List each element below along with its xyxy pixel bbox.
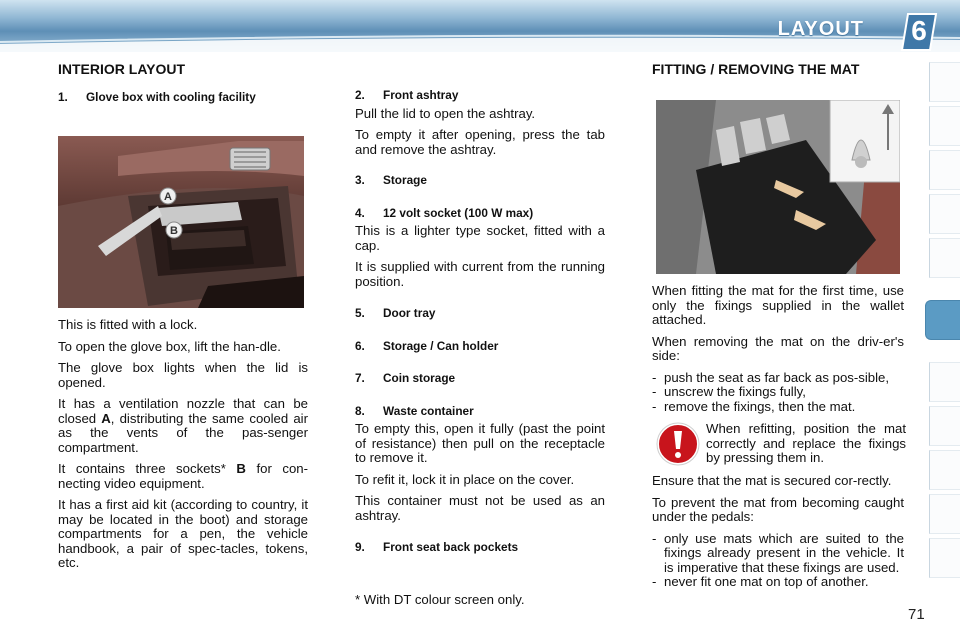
page-header xyxy=(0,0,960,52)
chapter-badge xyxy=(900,12,938,52)
chapter-tab[interactable] xyxy=(929,406,960,446)
paragraph: The glove box lights when the lid is opened. xyxy=(58,360,308,390)
chapter-tab[interactable] xyxy=(929,150,960,190)
chapter-tab[interactable] xyxy=(929,450,960,490)
paragraph: This is a lighter type socket, fitted with a cap. xyxy=(355,223,605,253)
paragraph: When fitting the mat for the first time, use only the fixings supplied in the wallet attached. xyxy=(652,283,904,327)
list-item: - never fit one mat on top of another. xyxy=(652,575,904,590)
list-item: - remove the fixings, then the mat. xyxy=(652,400,904,415)
chapter-tab[interactable] xyxy=(929,194,960,234)
paragraph: To refit it, lock it in place on the cover. xyxy=(355,471,575,487)
warning-note xyxy=(652,420,904,470)
paragraph: It has a ventilation nozzle that can be closed A, distributing the same cooled air as the vents of the pas-senger compartment. xyxy=(58,396,308,455)
paragraph: To open the glove box, lift the han-dle. xyxy=(58,338,281,354)
chapter-tab[interactable] xyxy=(929,62,960,102)
middle-column xyxy=(355,88,605,559)
list-item: - push the seat as far back as pos-sible, xyxy=(652,371,904,386)
chapter-tab[interactable] xyxy=(929,538,960,578)
chapter-tab[interactable] xyxy=(929,106,960,146)
chapter-tab[interactable] xyxy=(929,494,960,534)
paragraph: When removing the mat on the driv-er's side: xyxy=(652,333,904,363)
chapter-tab[interactable] xyxy=(929,238,960,278)
footnote: * With DT colour screen only. xyxy=(355,592,525,607)
paragraph: It contains three sockets* B for con-necting video equipment. xyxy=(58,461,309,491)
right-column-heading xyxy=(652,62,892,77)
chapter-tab[interactable] xyxy=(929,362,960,402)
paragraph: To prevent the mat from becoming caught under the pedals: xyxy=(652,494,904,524)
reference-b: B xyxy=(236,461,246,476)
chapter-tab-active[interactable] xyxy=(925,300,960,340)
paragraph: Pull the lid to open the ashtray. xyxy=(355,105,536,121)
chapter-number: 6 xyxy=(911,15,927,46)
floor-mat-illustration xyxy=(656,100,900,274)
right-column-body-bottom xyxy=(652,474,904,597)
item-heading: 9. Front seat back pockets xyxy=(355,540,519,554)
reference-a: A xyxy=(101,410,111,426)
list-item: - unscrew the fixings fully, xyxy=(652,385,904,400)
page-title: LAYOUT xyxy=(777,18,864,40)
callout-a: A xyxy=(164,191,172,203)
paragraph: To empty this, open it fully (past the point of resistance) then pull on the receptacle to remove it. xyxy=(355,421,605,465)
callout-b: B xyxy=(170,225,178,237)
removal-steps-list xyxy=(652,371,904,415)
item-1-heading xyxy=(58,90,310,109)
paragraph: It is supplied with current from the running position. xyxy=(355,259,605,289)
item-heading: 3. Storage xyxy=(355,173,427,187)
list-item: - only use mats which are suited to the fixings already present in the vehicle. It is imperative that these fixings are used. xyxy=(652,532,904,576)
item-heading: 8. Waste container xyxy=(355,403,474,418)
section-title-mat: FITTING / REMOVING THE MAT xyxy=(652,61,860,77)
paragraph: To empty it after opening, press the tab and remove the ashtray. xyxy=(355,127,605,157)
glove-box-illustration xyxy=(58,136,304,308)
right-column-body-top xyxy=(652,284,904,421)
item-heading: 7. Coin storage xyxy=(355,371,456,385)
paragraph: This is fitted with a lock. xyxy=(58,317,198,332)
chapter-tabs xyxy=(926,62,960,582)
item-heading: 5. Door tray xyxy=(355,306,436,320)
left-column-heading xyxy=(58,62,308,77)
item-heading: 4. 12 volt socket (100 W max) xyxy=(355,205,534,220)
paragraph: Ensure that the mat is secured cor-rectly. xyxy=(652,473,892,488)
item-heading: 6. Storage / Can holder xyxy=(355,338,499,353)
item-heading: 2. Front ashtray xyxy=(355,88,459,102)
item-heading: 1. Glove box with cooling facility xyxy=(58,90,256,104)
mat-precautions-list xyxy=(652,532,904,590)
note-text: When refitting, position the mat correctly and replace the fixings by pressing them in. xyxy=(706,421,906,465)
section-title-interior: INTERIOR LAYOUT xyxy=(58,61,186,77)
glove-box-photo xyxy=(58,136,304,308)
paragraph: It has a first aid kit (according to country, it may be located in the boot) and storage compartments for a pen, the vehicle handbook, a pair of spec-tacles, tokens, etc. xyxy=(58,497,308,570)
floor-mat-photo xyxy=(656,100,900,274)
exclamation-icon xyxy=(656,422,700,466)
left-column-body xyxy=(58,318,308,578)
page-number: 71 xyxy=(908,606,925,623)
paragraph: This container must not be used as an ashtray. xyxy=(355,493,605,523)
